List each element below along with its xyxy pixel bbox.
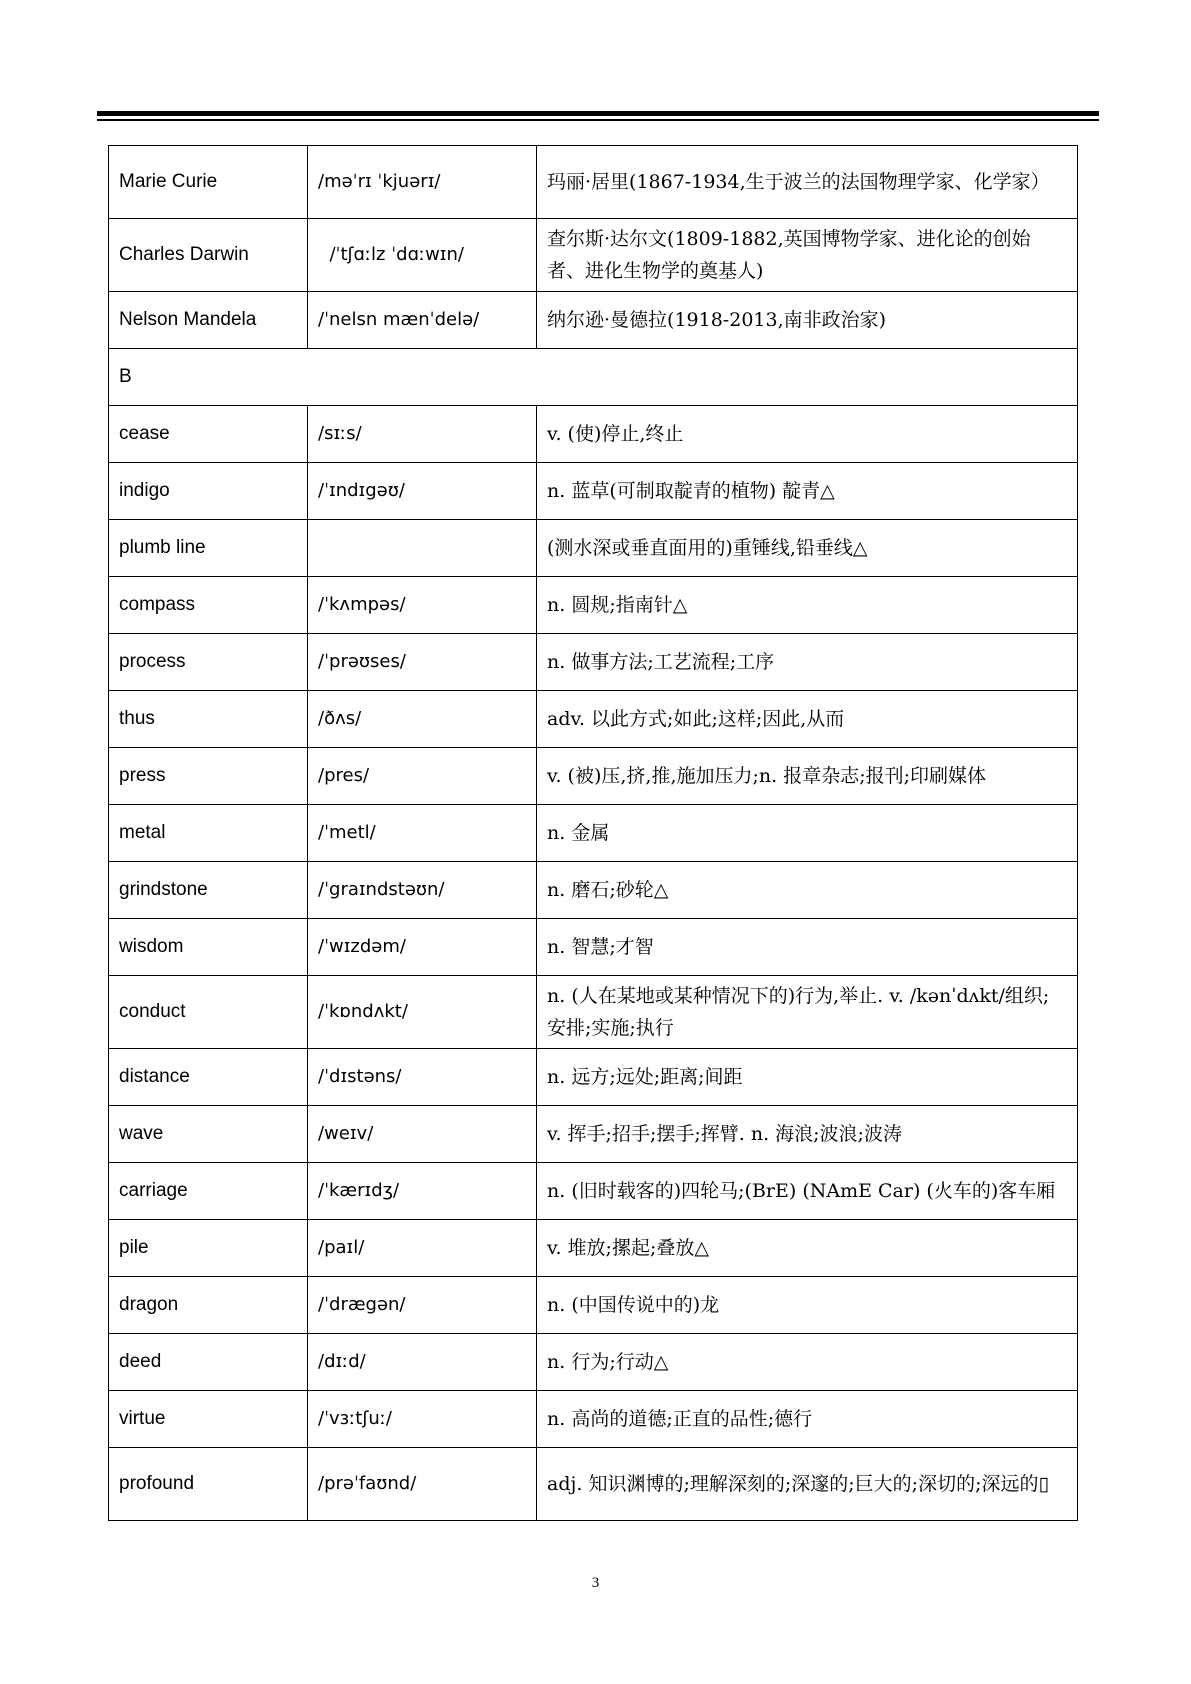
word-cell: indigo [109,463,308,520]
table-row [109,577,1078,634]
table-row [109,691,1078,748]
word-cell: wisdom [109,919,308,976]
definition-cell: n. 做事方法;工艺流程;工序 [537,634,1078,691]
word-cell: metal [109,805,308,862]
word-cell: virtue [109,1391,308,1448]
table-row [109,1163,1078,1220]
table-row [109,1106,1078,1163]
word-cell: plumb line [109,520,308,577]
word-cell: press [109,748,308,805]
definition-cell: adv. 以此方式;如此;这样;因此,从而 [537,691,1078,748]
definition-cell: 纳尔逊·曼德拉(1918-2013,南非政治家) [537,292,1078,349]
word-cell: carriage [109,1163,308,1220]
word-cell: distance [109,1049,308,1106]
definition-cell: n. 高尚的道德;正直的品性;德行 [537,1391,1078,1448]
word-cell: cease [109,406,308,463]
header-rule-thick [97,111,1099,116]
definition-cell: n. 磨石;砂轮△ [537,862,1078,919]
definition-cell: n. (旧时载客的)四轮马;(BrE) (NAmE Car) (火车的)客车厢 [537,1163,1078,1220]
word-cell: pile [109,1220,308,1277]
definition-cell: n. (人在某地或某种情况下的)行为,举止. v. /kənˈdʌkt/组织;安排;实施;执行 [537,976,1078,1049]
table-row [109,862,1078,919]
word-cell: Marie Curie [109,146,308,219]
phonetic-cell: /sɪːs/ [308,406,537,463]
phonetic-cell: /ˈdrægən/ [308,1277,537,1334]
phonetic-cell: /ˈnelsn mænˈdelə/ [308,292,537,349]
table-row [109,292,1078,349]
word-cell: conduct [109,976,308,1049]
word-cell: deed [109,1334,308,1391]
table-row [109,146,1078,219]
vocabulary-table-body [109,146,1078,1521]
definition-cell: v. 堆放;摞起;叠放△ [537,1220,1078,1277]
phonetic-cell: /ˈɪndɪgəʊ/ [308,463,537,520]
phonetic-cell: /paɪl/ [308,1220,537,1277]
phonetic-cell: /ˈtʃɑːlz ˈdɑːwɪn/ [308,219,537,292]
word-cell: Nelson Mandela [109,292,308,349]
vocabulary-table [108,145,1078,1521]
header-rule-thin [97,119,1099,121]
phonetic-cell: /dɪːd/ [308,1334,537,1391]
phonetic-cell: /ˈkʌmpəs/ [308,577,537,634]
word-cell: process [109,634,308,691]
definition-cell: n. 金属 [537,805,1078,862]
table-row [109,1391,1078,1448]
page-number: 3 [591,1575,600,1591]
definition-cell: 玛丽·居里(1867-1934,生于波兰的法国物理学家、化学家） [537,146,1078,219]
table-row [109,1334,1078,1391]
phonetic-cell: /pres/ [308,748,537,805]
word-cell: Charles Darwin [109,219,308,292]
phonetic-cell: /ˈgraɪndstəʊn/ [308,862,537,919]
phonetic-cell: /ˈvɜːtʃuː/ [308,1391,537,1448]
phonetic-cell: /ˈkærɪdʒ/ [308,1163,537,1220]
phonetic-cell: /ˈprəʊses/ [308,634,537,691]
phonetic-cell [308,520,537,577]
table-row [109,1448,1078,1521]
definition-cell: n. 行为;行动△ [537,1334,1078,1391]
definition-cell: n. 圆规;指南针△ [537,577,1078,634]
phonetic-cell: /ˈmetl/ [308,805,537,862]
word-cell: profound [109,1448,308,1521]
table-row [109,919,1078,976]
phonetic-cell: /weɪv/ [308,1106,537,1163]
table-row [109,219,1078,292]
definition-cell: v. (被)压,挤,推,施加压力;n. 报章杂志;报刊;印刷媒体 [537,748,1078,805]
definition-cell: (测水深或垂直面用的)重锤线,铅垂线△ [537,520,1078,577]
word-cell: wave [109,1106,308,1163]
table-row [109,748,1078,805]
definition-cell: n. 智慧;才智 [537,919,1078,976]
table-row [109,805,1078,862]
phonetic-cell: /ðʌs/ [308,691,537,748]
phonetic-cell: /məˈrɪ ˈkjuərɪ/ [308,146,537,219]
word-cell: dragon [109,1277,308,1334]
table-row [109,976,1078,1049]
word-cell: grindstone [109,862,308,919]
definition-cell: v. (使)停止,终止 [537,406,1078,463]
definition-cell: n. 远方;远处;距离;间距 [537,1049,1078,1106]
definition-cell: adj. 知识渊博的;理解深刻的;深邃的;巨大的;深切的;深远的▯ [537,1448,1078,1521]
section-row [109,349,1078,406]
table-row [109,1277,1078,1334]
word-cell: thus [109,691,308,748]
phonetic-cell: /ˈkɒndʌkt/ [308,976,537,1049]
table-row [109,520,1078,577]
table-row [109,634,1078,691]
word-cell: compass [109,577,308,634]
table-row [109,1049,1078,1106]
phonetic-cell: /ˈdɪstəns/ [308,1049,537,1106]
definition-cell: 查尔斯·达尔文(1809-1882,英国博物学家、进化论的创始者、进化生物学的奠基人) [537,219,1078,292]
definition-cell: n. 蓝草(可制取靛青的植物) 靛青△ [537,463,1078,520]
table-row [109,1220,1078,1277]
definition-cell: v. 挥手;招手;摆手;挥臂. n. 海浪;波浪;波涛 [537,1106,1078,1163]
phonetic-cell: /prəˈfaʊnd/ [308,1448,537,1521]
phonetic-cell: /ˈwɪzdəm/ [308,919,537,976]
table-row [109,406,1078,463]
definition-cell: n. (中国传说中的)龙 [537,1277,1078,1334]
table-row [109,463,1078,520]
section-label: B [109,349,1078,406]
